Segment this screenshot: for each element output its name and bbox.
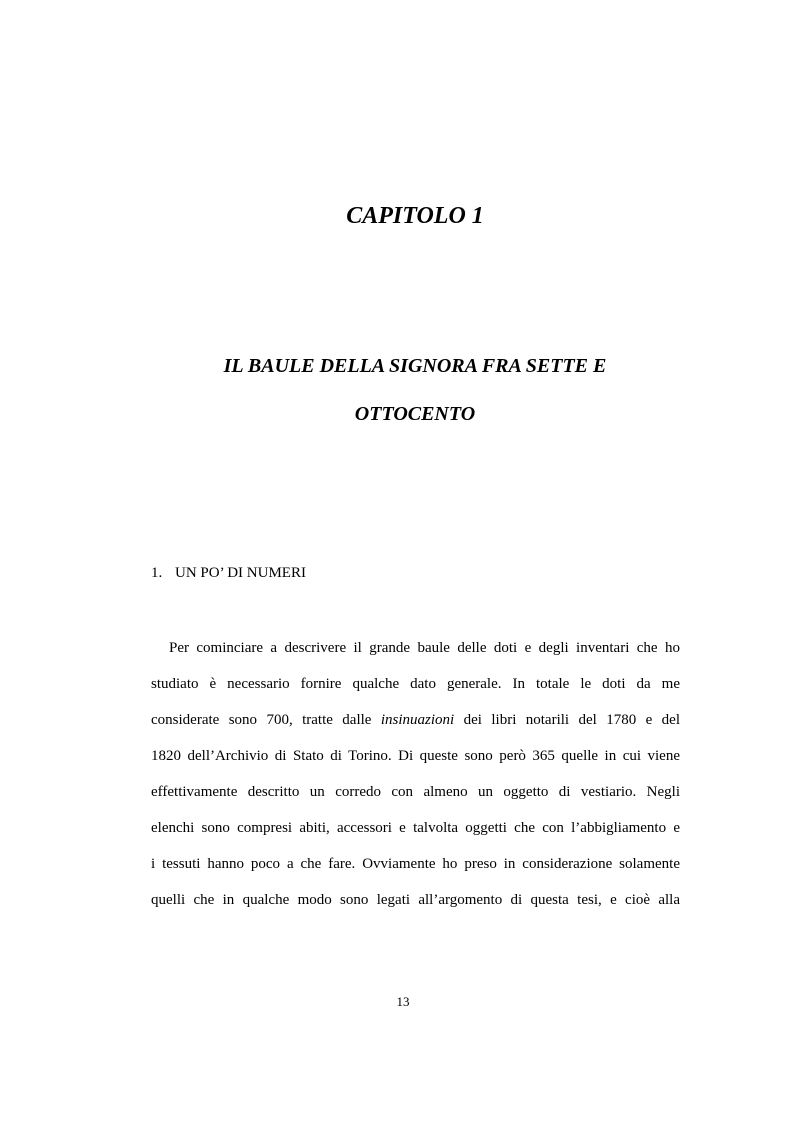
body-paragraph xyxy=(151,636,680,924)
body-line: studiato è necessario fornire qualche dato generale. In totale le doti da me xyxy=(151,676,680,692)
italic-term: insinuazioni xyxy=(380,712,455,728)
subsection-title: UN PO’ DI NUMERI xyxy=(175,565,306,581)
chapter-title: CAPITOLO 1 xyxy=(346,203,484,229)
body-line: elenchi sono compresi abiti, accessori e talvolta oggetti che con l’abbigliamento e xyxy=(151,820,680,836)
body-line: i tessuti hanno poco a che fare. Ovviamente ho preso in considerazione solamente xyxy=(151,856,680,872)
section-title-line-1: IL BAULE DELLA SIGNORA FRA SETTE E xyxy=(223,355,607,377)
body-line: Per cominciare a descrivere il grande baule delle doti e degli inventari che ho xyxy=(169,640,680,656)
body-line: quelli che in qualche modo sono legati all’argomento di questa tesi, e cioè alla xyxy=(151,892,680,908)
body-line xyxy=(151,708,680,744)
subsection-heading xyxy=(151,565,306,582)
subsection-number: 1. xyxy=(151,565,163,581)
body-line: 1820 dell’Archivio di Stato di Torino. Di queste sono però 365 quelle in cui viene xyxy=(151,748,680,764)
body-line-segment: considerate sono 700, tratte dalle xyxy=(151,712,372,728)
page-number: 13 xyxy=(396,994,410,1009)
section-title-line-2: OTTOCENTO xyxy=(354,403,476,425)
body-line: effettivamente descritto un corredo con almeno un oggetto di vestiario. Negli xyxy=(151,784,680,800)
body-line-segment: dei libri notarili del 1780 e del xyxy=(463,712,681,728)
